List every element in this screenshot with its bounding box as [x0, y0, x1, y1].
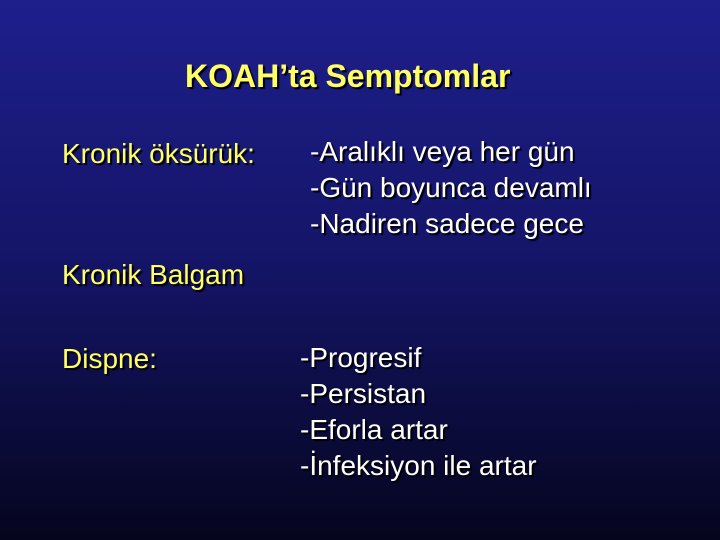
dyspnea-details [300, 340, 537, 484]
dyspnea-detail-item: -Persistan [300, 378, 427, 409]
cough-detail-item: -Aralıklı veya her gün [310, 136, 575, 167]
cough-detail-item: -Nadiren sadece gece [310, 208, 584, 239]
slide-title: KOAH’ta Semptomlar [185, 58, 511, 94]
chronic-cough-label: Kronik öksürük: [62, 138, 255, 169]
chronic-cough-details [310, 134, 592, 242]
dyspnea-detail-item: -Progresif [300, 342, 422, 373]
dyspnea-detail-item: -Eforla artar [300, 414, 448, 445]
cough-detail-item: -Gün boyunca devamlı [310, 172, 592, 203]
dyspnea-label: Dispne: [62, 343, 157, 374]
dyspnea-detail-item: -İnfeksiyon ile artar [300, 450, 537, 481]
chronic-sputum-label: Kronik Balgam [62, 259, 245, 290]
